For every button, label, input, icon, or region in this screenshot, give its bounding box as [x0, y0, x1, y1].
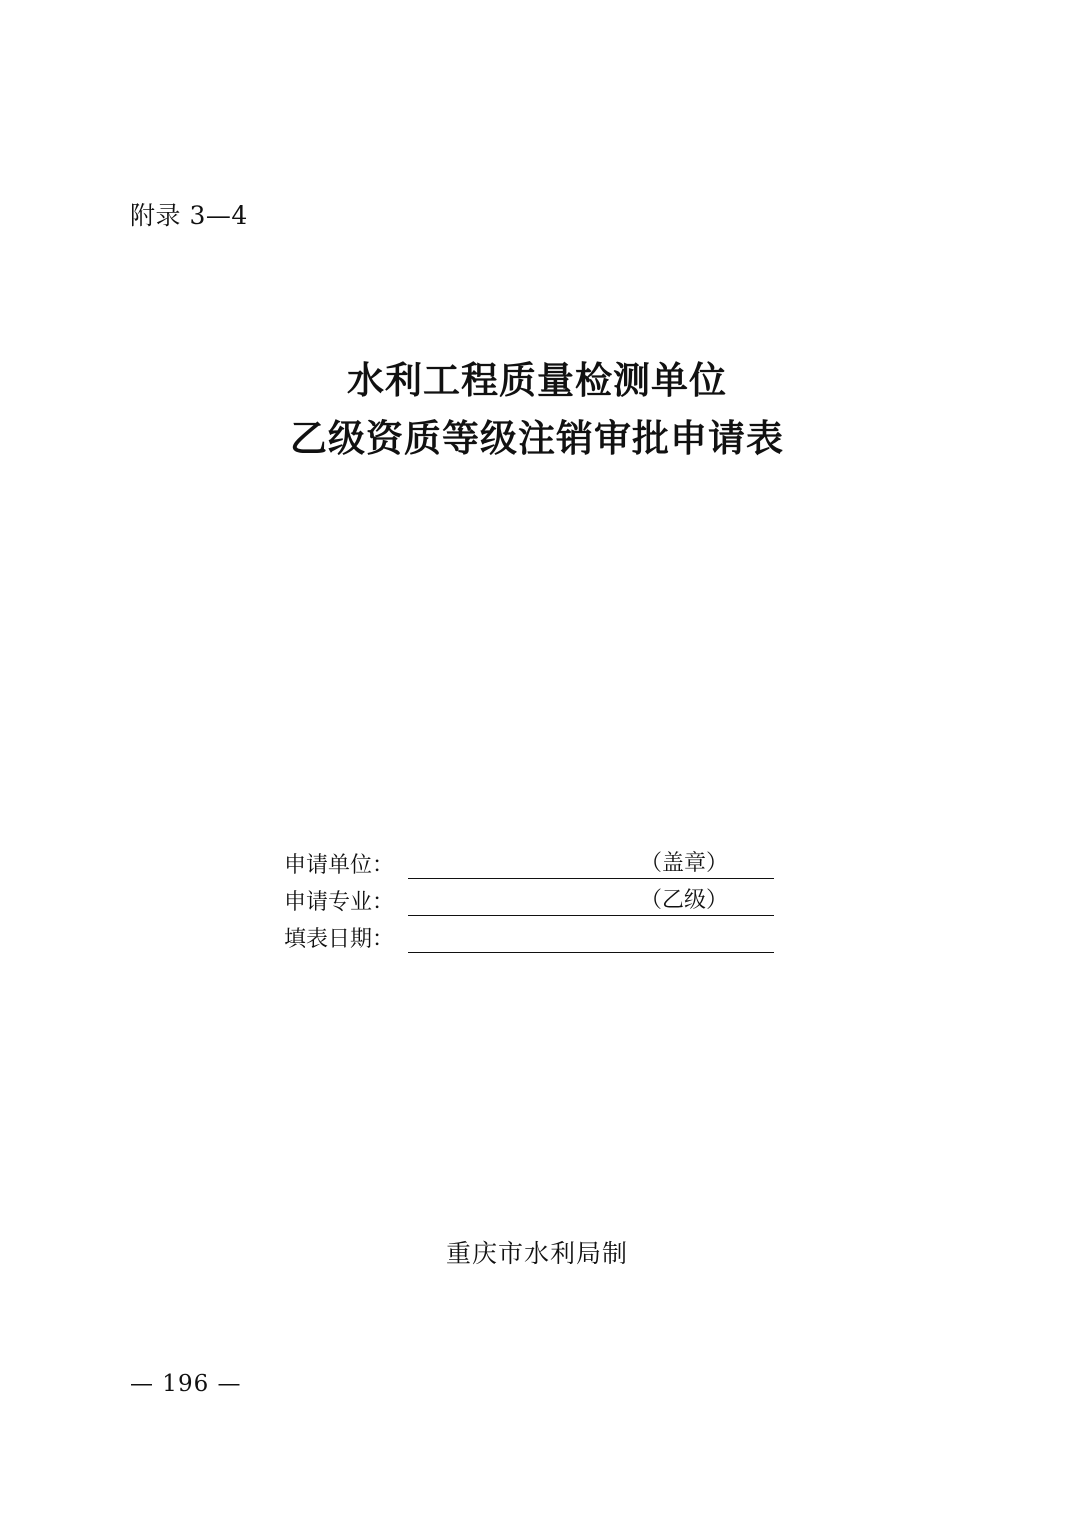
applicant-unit-label: 申请单位： [284, 853, 395, 878]
application-form-fields [284, 842, 784, 953]
document-title [0, 352, 1074, 468]
specialty-label: 申请专业： [284, 890, 395, 915]
fill-date-label: 填表日期： [284, 927, 395, 952]
fill-date-field[interactable] [408, 924, 774, 953]
field-row-specialty [284, 879, 784, 916]
seal-note: （盖章） [640, 851, 729, 876]
page-number: — 196 — [130, 1371, 242, 1397]
grade-note: （乙级） [640, 888, 729, 913]
field-row-fill-date [284, 916, 784, 953]
specialty-field[interactable] [408, 887, 774, 916]
field-row-applicant-unit [284, 842, 784, 879]
title-line-1: 水利工程质量检测单位 [347, 359, 727, 402]
applicant-unit-field[interactable] [408, 850, 774, 879]
publisher: 重庆市水利局制 [445, 1239, 628, 1268]
appendix-label: 附录 3—4 [130, 201, 248, 230]
title-line-2: 乙级资质等级注销审批申请表 [290, 417, 784, 460]
